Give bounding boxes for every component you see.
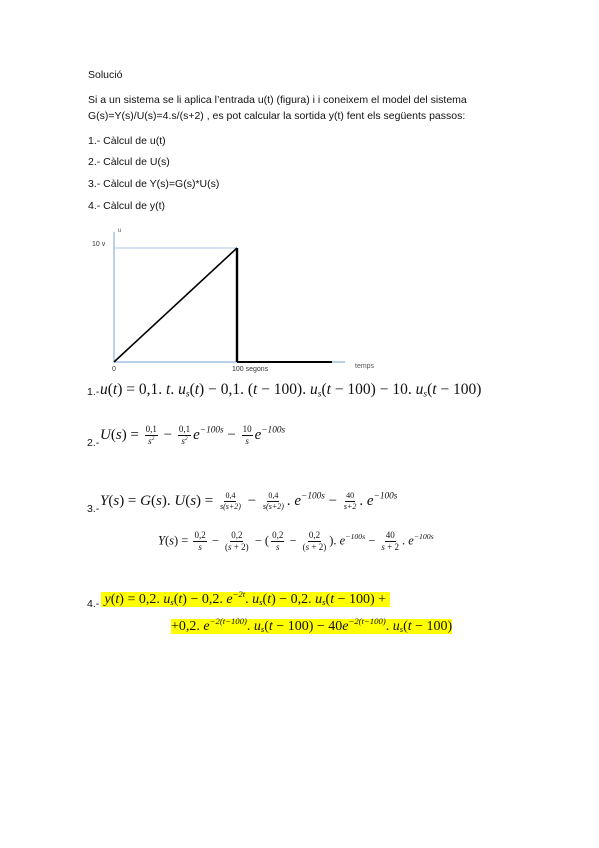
y-tick-label: 10 v xyxy=(92,241,106,248)
highlight-1: y(t) = 0,2. $u_s(t) - 0,2$. $e^{-2t}$. $u_s(t) - 0,2$. $u_s(t - 100)$ + xyxy=(101,592,390,607)
x-origin-label: 0 xyxy=(112,366,116,373)
x-axis-label: temps xyxy=(355,363,375,370)
step-1: 1.- Càlcul de u(t) xyxy=(88,135,166,147)
intro-line-1: Si a un sistema se li aplica l’entrada u(t) (figura) i i coneixem el model del sistema xyxy=(88,94,467,106)
eq4-number: 4.- xyxy=(87,598,100,610)
step-2: 2.- Càlcul de U(s) xyxy=(88,156,170,168)
step-3: 3.- Càlcul de Y(s)=G(s)*U(s) xyxy=(88,178,220,190)
x-tick-label: 100 segons xyxy=(232,366,269,373)
equation-Y-s-expanded: Y(s) = $\frac{0,2}{s}$ − $\frac{0,2}{(s + 2)}$ − ( $\frac{0,2}{s}$ − $\frac{0,2}{(s + 2)}$ ). $e^{-100s}$ − $\frac{40}{s + 2}$ . $e^{-100s}$ xyxy=(158,530,434,552)
equation-y-t-line2 xyxy=(171,615,453,635)
intro-line-2: G(s)=Y(s)/U(s)=4.s/(s+2) , es pot calcular la sortida y(t) fent els següents passos: xyxy=(88,110,466,122)
equation-y-t-line1 xyxy=(101,588,390,608)
equation-Y-s: Y(s) = G(s). U(s) = $\frac{0,4}{s(s+2)}$ − $\frac{0,4}{s(s+2)}$ . $e^{-100s}$ − $\frac{40}{s+2}$ . $e^{-100s}$ xyxy=(100,491,398,511)
heading: Solució xyxy=(88,69,123,81)
equation-u-t: u(t) = 0,1. t. $u_s(t) - 0,1$. (t − 100). $u_s(t - 100) - 10$. $u_s(t - 100)$ xyxy=(100,381,482,400)
step-4: 4.- Càlcul de y(t) xyxy=(88,200,166,212)
equation-U-s: U(s) = $\frac{0,1}{s^2}$ − $\frac{0,1}{s^2}$ $e^{-100s}$ − $\frac{10}{s}$ $e^{-100s}$ xyxy=(100,424,286,446)
highlight-2: +0,2. $e^{-2(t-100)}$. $u_s(t - 100) - 40e^{-2(t-100)}$. $u_s(t - 100)$ xyxy=(171,615,453,635)
eq1-number: 1.- xyxy=(87,386,100,398)
eq2-number: 2.- xyxy=(87,437,100,449)
eq3-number: 3.- xyxy=(87,503,100,515)
ramp-line xyxy=(114,248,237,362)
y-axis-label: u xyxy=(118,228,122,234)
